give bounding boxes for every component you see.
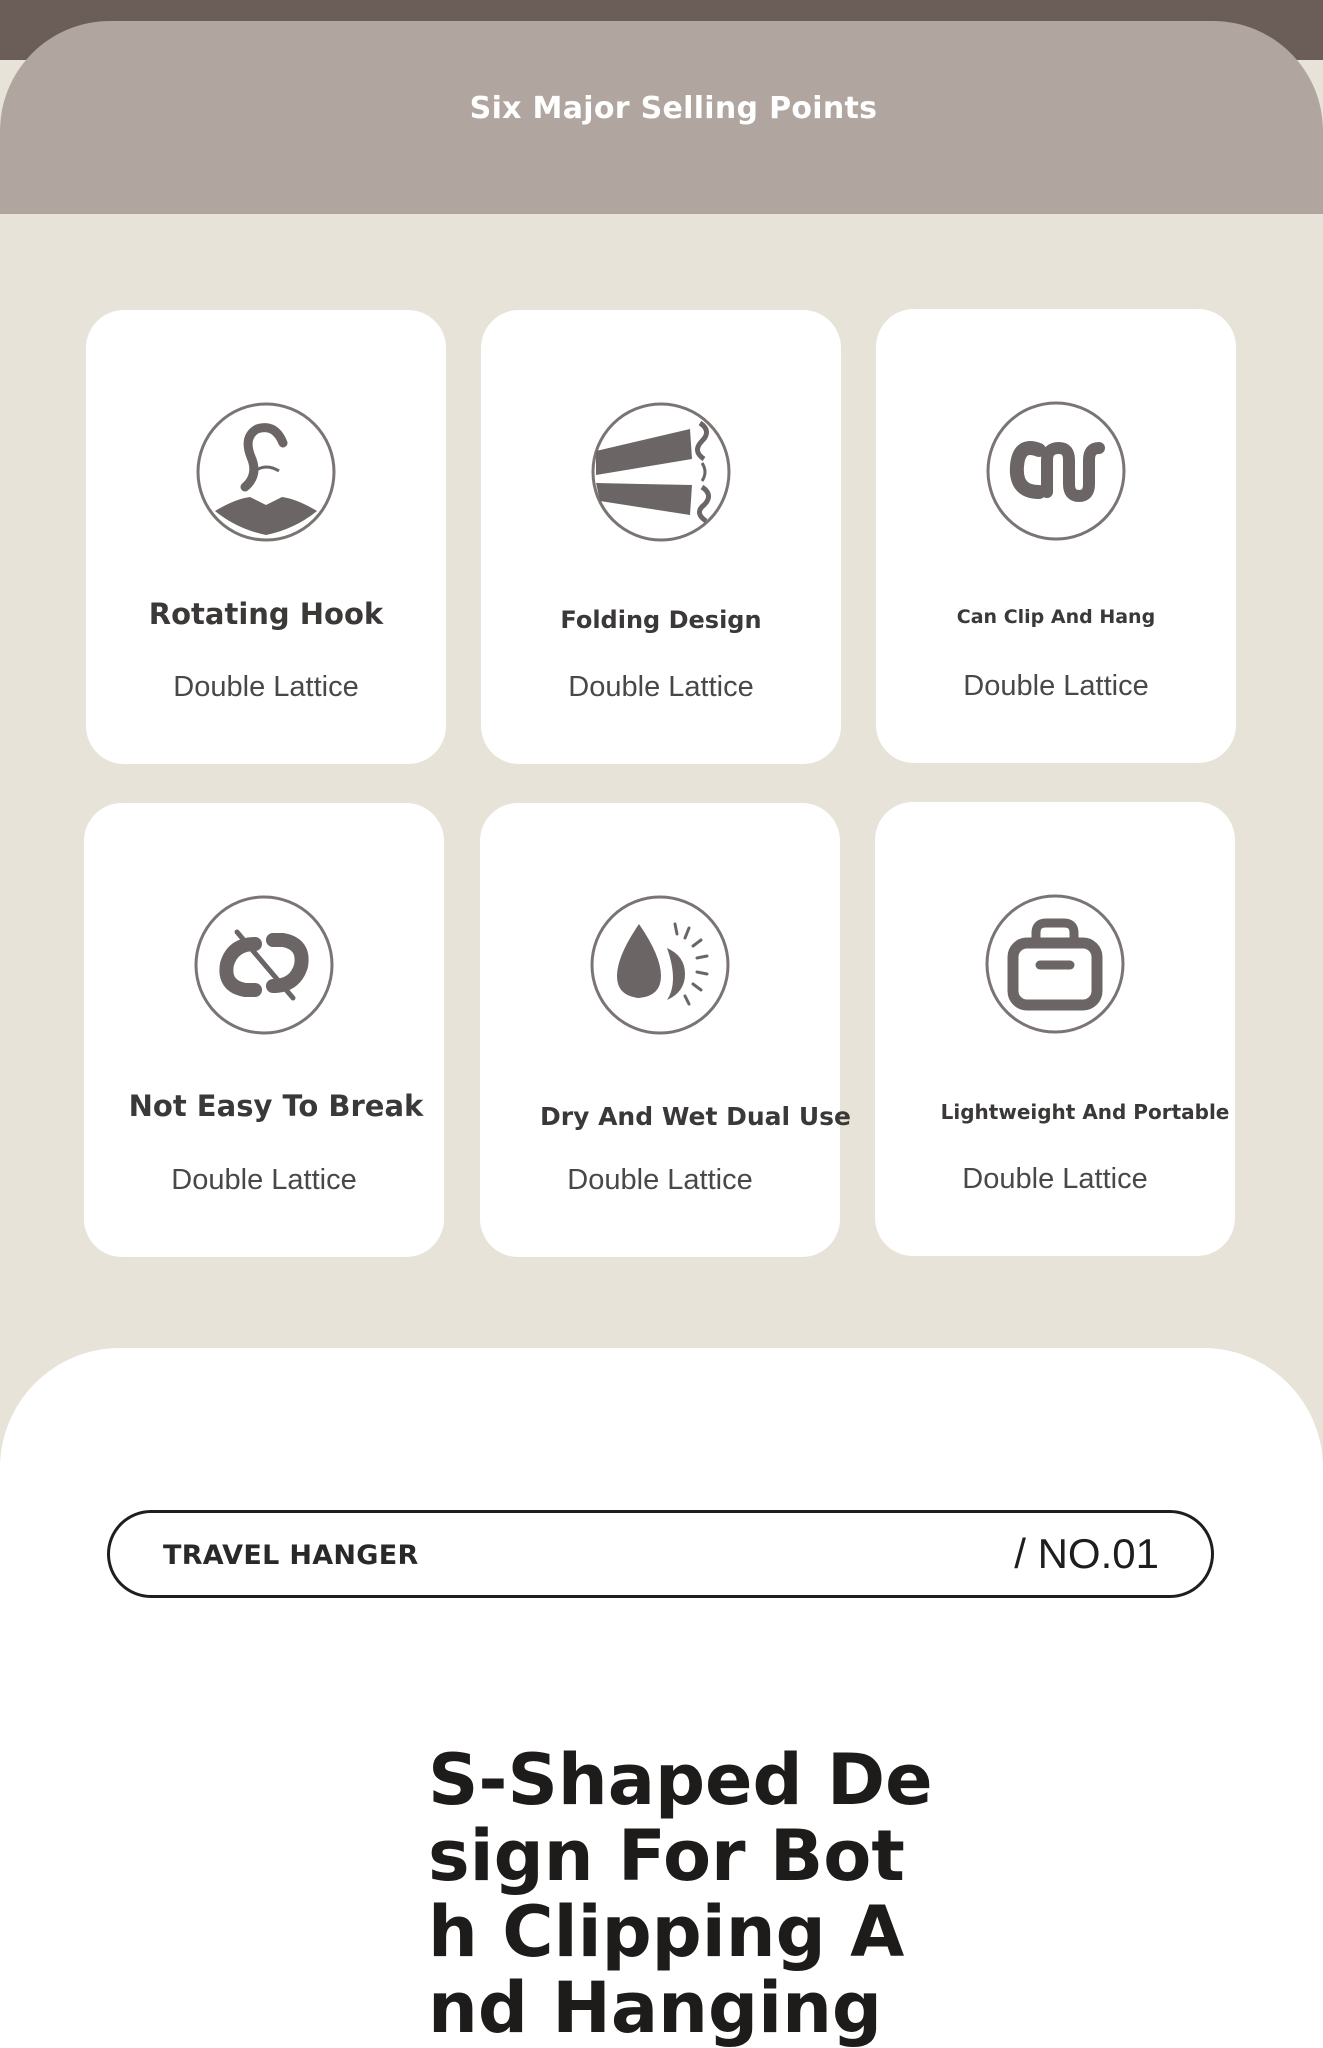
feature-title: Rotating Hook xyxy=(148,597,384,631)
feature-subtitle: Double Lattice xyxy=(567,1164,753,1196)
folding-design-icon xyxy=(590,401,732,543)
dry-wet-icon xyxy=(589,894,731,1036)
feature-card-folding-design xyxy=(481,310,841,764)
clip-hang-icon xyxy=(985,400,1127,542)
rotating-hook-icon xyxy=(195,401,337,543)
unbreakable-icon xyxy=(193,894,335,1036)
travel-hanger-banner xyxy=(107,1510,1214,1598)
feature-card-lightweight xyxy=(875,802,1235,1256)
feature-subtitle: Double Lattice xyxy=(171,1164,357,1196)
feature-title: Can Clip And Hang xyxy=(956,606,1156,628)
headline: S-Shaped Design For Both Clipping And Hanging xyxy=(428,1739,933,2048)
feature-subtitle: Double Lattice xyxy=(963,670,1149,702)
feature-card-clip-hang xyxy=(876,309,1236,763)
suitcase-icon xyxy=(984,893,1126,1035)
feature-card-dry-wet xyxy=(480,803,851,1257)
feature-title: Dry And Wet Dual Use xyxy=(540,1102,851,1131)
feature-subtitle: Double Lattice xyxy=(568,671,754,703)
feature-card-not-easy-to-break xyxy=(84,803,444,1257)
feature-title: Folding Design xyxy=(560,606,762,634)
header-banner xyxy=(0,21,1323,214)
feature-card-rotating-hook xyxy=(86,310,446,764)
banner-number: / NO.01 xyxy=(1014,1530,1159,1577)
banner-label: TRAVEL HANGER xyxy=(163,1540,419,1571)
feature-subtitle: Double Lattice xyxy=(962,1163,1148,1195)
section-title: Six Major Selling Points xyxy=(469,91,878,126)
feature-title: Lightweight And Portable xyxy=(940,1100,1230,1124)
feature-subtitle: Double Lattice xyxy=(173,671,359,703)
feature-title: Not Easy To Break xyxy=(128,1089,424,1123)
